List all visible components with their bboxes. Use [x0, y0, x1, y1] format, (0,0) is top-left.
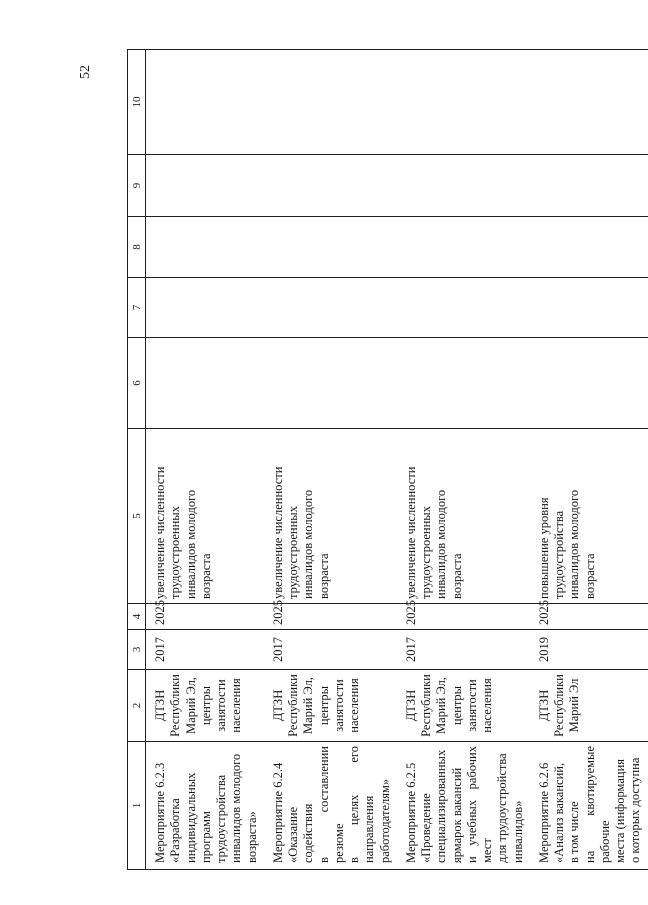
start-year-cell: 2017 [264, 630, 397, 670]
measure-line: Мероприятие 6.2.5 [403, 762, 418, 863]
empty-cell-col-6 [530, 338, 648, 429]
start-year-cell: 2019 [530, 630, 648, 670]
measure-line: на квотируемые рабочие [582, 746, 612, 863]
col-header-1: 1 [128, 742, 146, 870]
measure-line: «Оказание содействия [286, 803, 316, 863]
executor-line: Республики [552, 674, 566, 737]
executor-line: Республики [168, 674, 183, 737]
executor-line: Республики [419, 674, 433, 737]
empty-cell-col-10 [397, 50, 530, 155]
executor-line: ДТЗН [536, 689, 551, 722]
result-line: возраста [449, 553, 464, 599]
executor-line: Марий Эл, [301, 677, 316, 734]
empty-cell-col-8 [530, 217, 648, 278]
result-line: возраста [198, 553, 213, 599]
measure-line: работодателям» [377, 778, 392, 863]
empty-cell-col-7 [397, 278, 530, 338]
executor-line: Марий Эл, [434, 677, 449, 734]
col-header-3: 3 [128, 630, 146, 670]
result-line: инвалидов молодого [567, 489, 582, 599]
executor-line: населения [480, 678, 494, 733]
start-year-cell: 2017 [397, 630, 530, 670]
executor-cell [530, 670, 648, 742]
header-row [128, 50, 146, 870]
empty-cell-col-6 [397, 338, 530, 429]
table-body [146, 50, 648, 870]
measure-line: Мероприятие 6.2.6 [536, 762, 551, 863]
measure-line: Мероприятие 6.2.4 [270, 762, 285, 863]
empty-cell-col-8 [264, 217, 397, 278]
measure-cell [264, 742, 397, 870]
measure-line: в целях его направления [347, 746, 377, 863]
result-cell [146, 429, 264, 604]
executor-line: Республики [286, 674, 300, 737]
start-year-cell: 2017 [146, 630, 264, 670]
executor-line: занятости [464, 679, 479, 732]
result-line: инвалидов молодого [301, 489, 316, 599]
measure-line: Мероприятие 6.2.3 [153, 762, 167, 863]
table-row [146, 50, 264, 870]
end-year-cell: 2025 [397, 604, 530, 630]
executor-line: Марий Эл [567, 678, 582, 733]
empty-cell-col-7 [146, 278, 264, 338]
measure-line: и учебных рабочих мест [464, 746, 494, 863]
result-line: увеличение численности [153, 466, 167, 599]
measure-line: ярмарок вакансий [449, 767, 464, 863]
result-line: увеличение численности [403, 466, 418, 599]
measure-line: инвалидов молодого [229, 753, 244, 863]
result-line: трудоустроенных [286, 506, 300, 599]
result-line: возраста [582, 553, 597, 599]
result-line: трудоустроенных [419, 506, 433, 599]
empty-cell-col-8 [397, 217, 530, 278]
executor-line: населения [229, 678, 244, 733]
col-header-10: 10 [128, 50, 146, 155]
measure-cell [397, 742, 530, 870]
empty-cell-col-7 [264, 278, 397, 338]
empty-cell-col-7 [530, 278, 648, 338]
table-row [530, 50, 648, 870]
empty-cell-col-10 [530, 50, 648, 155]
measure-line: «Проведение [419, 793, 433, 863]
result-line: инвалидов молодого [183, 489, 198, 599]
end-year-cell: 2025 [146, 604, 264, 630]
empty-cell-col-10 [146, 50, 264, 155]
empty-cell-col-9 [264, 155, 397, 217]
result-cell [397, 429, 530, 604]
executor-cell [146, 670, 264, 742]
measure-line: трудоустройства [214, 774, 228, 863]
empty-cell-col-9 [397, 155, 530, 217]
measures-table [127, 49, 648, 870]
executor-line: населения [347, 678, 361, 733]
executor-line: ДТЗН [403, 689, 418, 722]
executor-line: центры [316, 685, 331, 726]
measure-line: возраста» [244, 811, 259, 863]
measure-line: «Анализ вакансий, [552, 762, 566, 863]
empty-cell-col-9 [530, 155, 648, 217]
executor-line: ДТЗН [270, 689, 285, 722]
col-header-2: 2 [128, 670, 146, 742]
col-header-9: 9 [128, 155, 146, 217]
result-cell [530, 429, 648, 604]
page-number: 52 [78, 65, 93, 79]
measure-line: индивидуальных [183, 772, 198, 863]
measure-line: в том числе [567, 801, 582, 863]
measure-line: места (информация [613, 758, 627, 863]
measure-line: о которых доступна [628, 757, 643, 863]
executor-line: занятости [331, 679, 346, 732]
measure-line: программ [198, 811, 213, 863]
result-line: возраста [316, 553, 331, 599]
col-header-4: 4 [128, 604, 146, 630]
result-line: инвалидов молодого [434, 489, 449, 599]
executor-line: Марий Эл, [183, 677, 198, 734]
measure-line: инвалидов» [510, 800, 525, 863]
document-table-rotated [127, 50, 643, 870]
executor-line: занятости [214, 679, 228, 732]
executor-line: ДТЗН [153, 689, 167, 722]
measure-line: специализированных [434, 749, 449, 863]
measure-line: в составлении резюме [316, 746, 346, 863]
measure-cell [530, 742, 648, 870]
empty-cell-col-6 [264, 338, 397, 429]
col-header-8: 8 [128, 217, 146, 278]
executor-cell [397, 670, 530, 742]
result-line: трудоустройства [552, 510, 566, 599]
end-year-cell: 2025 [530, 604, 648, 630]
end-year-cell: 2025 [264, 604, 397, 630]
executor-cell [264, 670, 397, 742]
col-header-7: 7 [128, 278, 146, 338]
col-header-6: 6 [128, 338, 146, 429]
result-line: увеличение численности [270, 466, 285, 599]
measure-cell [146, 742, 264, 870]
executor-line: центры [449, 685, 464, 726]
empty-cell-col-10 [264, 50, 397, 155]
col-header-5: 5 [128, 429, 146, 604]
result-line: повышение уровня [536, 497, 551, 599]
empty-cell-col-9 [146, 155, 264, 217]
empty-cell-col-6 [146, 338, 264, 429]
measure-line: «Разработка [168, 798, 183, 863]
empty-cell-col-8 [146, 217, 264, 278]
executor-line: центры [198, 685, 213, 726]
result-line: трудоустроенных [168, 506, 183, 599]
measure-line: для трудоустройства [495, 753, 510, 863]
table-row [397, 50, 530, 870]
table-row [264, 50, 397, 870]
result-cell [264, 429, 397, 604]
